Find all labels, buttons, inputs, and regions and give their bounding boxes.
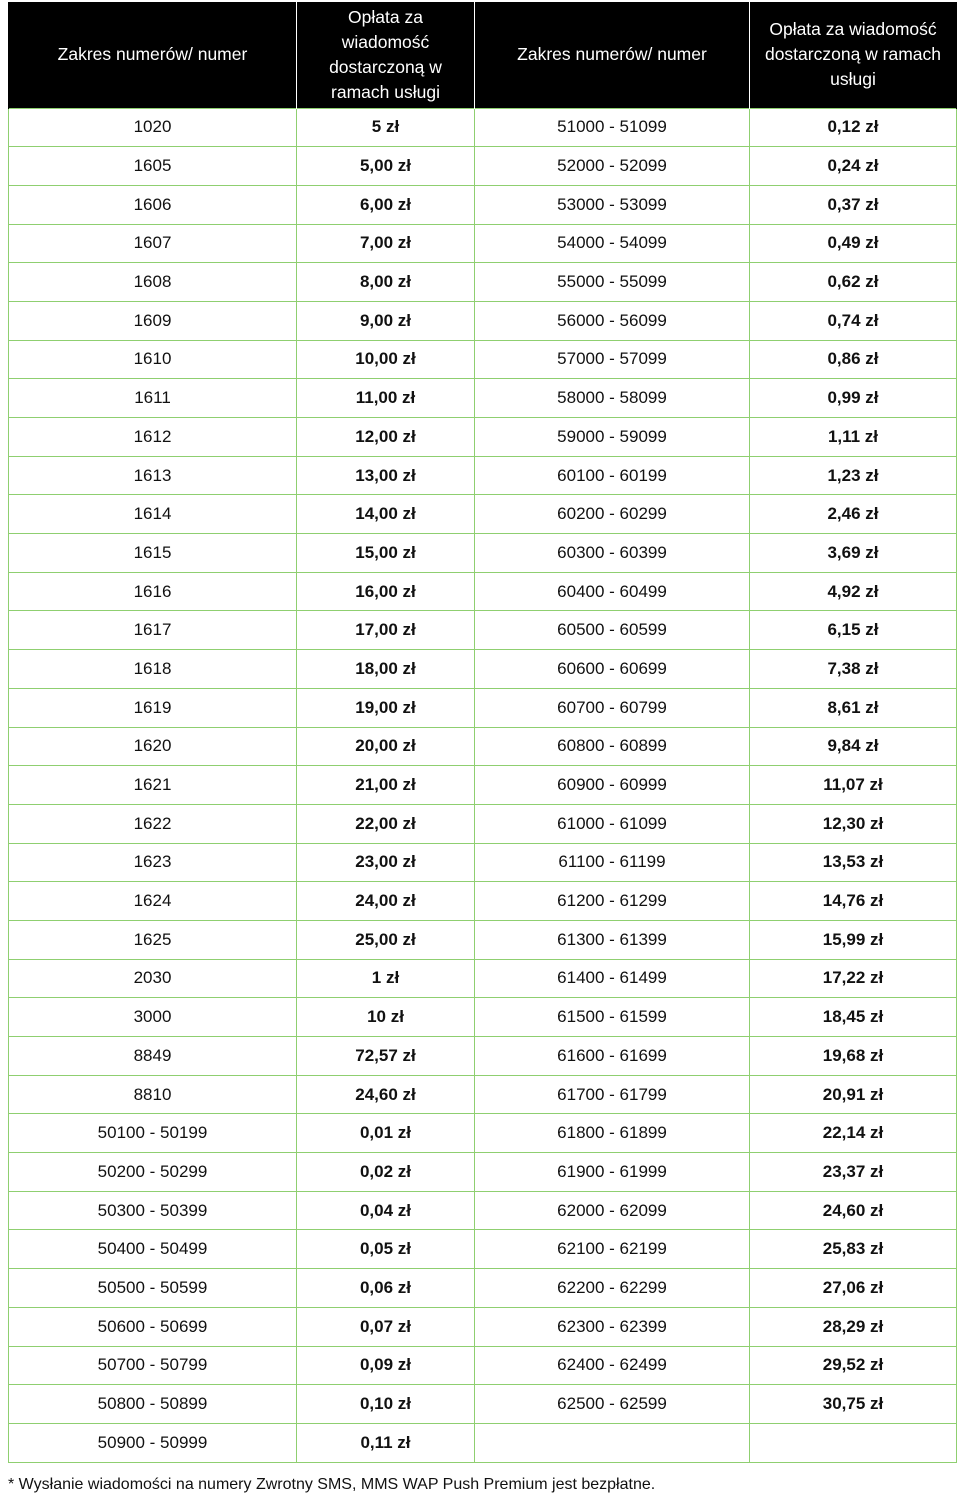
table-row <box>9 1307 957 1346</box>
cell-fee-right: 0,37 zł <box>750 185 957 224</box>
table-row <box>9 185 957 224</box>
cell-fee-right: 20,91 zł <box>750 1075 957 1114</box>
cell-number-range-left: 1621 <box>9 766 297 805</box>
cell-number-range-right: 61000 - 61099 <box>475 804 750 843</box>
cell-number-range-right: 57000 - 57099 <box>475 340 750 379</box>
table-row <box>9 147 957 186</box>
table-row <box>9 1230 957 1269</box>
cell-number-range-left: 1623 <box>9 843 297 882</box>
cell-number-range-right: 61600 - 61699 <box>475 1037 750 1076</box>
table-row <box>9 611 957 650</box>
table-row <box>9 224 957 263</box>
cell-fee-right: 14,76 zł <box>750 882 957 921</box>
table-row <box>9 920 957 959</box>
cell-fee-left: 19,00 zł <box>297 688 475 727</box>
cell-number-range-left: 1617 <box>9 611 297 650</box>
cell-number-range-right: 60100 - 60199 <box>475 456 750 495</box>
table-row <box>9 1423 957 1462</box>
cell-number-range-left: 50800 - 50899 <box>9 1385 297 1424</box>
cell-number-range-left: 8849 <box>9 1037 297 1076</box>
table-row <box>9 766 957 805</box>
table-row <box>9 263 957 302</box>
table-row <box>9 1269 957 1308</box>
cell-fee-left: 0,04 zł <box>297 1191 475 1230</box>
cell-fee-left: 9,00 zł <box>297 301 475 340</box>
cell-number-range-left: 1609 <box>9 301 297 340</box>
cell-number-range-left: 1607 <box>9 224 297 263</box>
table-row <box>9 379 957 418</box>
cell-fee-left: 10 zł <box>297 998 475 1037</box>
cell-fee-right: 27,06 zł <box>750 1269 957 1308</box>
cell-number-range-left: 1618 <box>9 650 297 689</box>
cell-fee-left: 11,00 zł <box>297 379 475 418</box>
table-row <box>9 495 957 534</box>
cell-number-range-right: 53000 - 53099 <box>475 185 750 224</box>
header-fee-left: Opłata za wiadomość dostarczoną w ramach usługi <box>297 2 475 108</box>
cell-number-range-left: 1612 <box>9 418 297 457</box>
cell-number-range-left: 1622 <box>9 804 297 843</box>
cell-number-range-left: 1608 <box>9 263 297 302</box>
cell-number-range-right: 60900 - 60999 <box>475 766 750 805</box>
cell-fee-right: 12,30 zł <box>750 804 957 843</box>
cell-fee-right: 18,45 zł <box>750 998 957 1037</box>
header-number-range-right: Zakres numerów/ numer <box>475 2 750 108</box>
table-header <box>9 2 957 108</box>
cell-fee-left: 0,01 zł <box>297 1114 475 1153</box>
cell-number-range-right: 60700 - 60799 <box>475 688 750 727</box>
table-row <box>9 572 957 611</box>
cell-fee-left: 20,00 zł <box>297 727 475 766</box>
table-row <box>9 688 957 727</box>
cell-number-range-left: 1611 <box>9 379 297 418</box>
header-number-range-left: Zakres numerów/ numer <box>9 2 297 108</box>
table-row <box>9 843 957 882</box>
table-row <box>9 727 957 766</box>
cell-fee-right: 3,69 zł <box>750 534 957 573</box>
cell-fee-right: 25,83 zł <box>750 1230 957 1269</box>
table-row <box>9 456 957 495</box>
cell-fee-right: 1,23 zł <box>750 456 957 495</box>
cell-number-range-right: 62100 - 62199 <box>475 1230 750 1269</box>
cell-fee-right: 0,74 zł <box>750 301 957 340</box>
cell-fee-left: 21,00 zł <box>297 766 475 805</box>
cell-fee-right: 19,68 zł <box>750 1037 957 1076</box>
cell-fee-left: 14,00 zł <box>297 495 475 534</box>
cell-number-range-left: 1619 <box>9 688 297 727</box>
cell-number-range-left: 1616 <box>9 572 297 611</box>
cell-number-range-right: 61800 - 61899 <box>475 1114 750 1153</box>
cell-number-range-left: 1615 <box>9 534 297 573</box>
cell-fee-right: 22,14 zł <box>750 1114 957 1153</box>
table-row <box>9 1153 957 1192</box>
header-fee-right: Opłata za wiadomość dostarczoną w ramach usługi <box>750 2 957 108</box>
table-row <box>9 1346 957 1385</box>
cell-number-range-right: 56000 - 56099 <box>475 301 750 340</box>
cell-number-range-right: 52000 - 52099 <box>475 147 750 186</box>
cell-fee-right: 0,24 zł <box>750 147 957 186</box>
cell-fee-left: 25,00 zł <box>297 920 475 959</box>
cell-fee-left: 24,00 zł <box>297 882 475 921</box>
cell-fee-left: 6,00 zł <box>297 185 475 224</box>
cell-fee-left: 1 zł <box>297 959 475 998</box>
cell-fee-right: 2,46 zł <box>750 495 957 534</box>
cell-number-range-left: 1606 <box>9 185 297 224</box>
table-row <box>9 804 957 843</box>
cell-number-range-right: 55000 - 55099 <box>475 263 750 302</box>
cell-number-range-left: 1624 <box>9 882 297 921</box>
cell-fee-right: 13,53 zł <box>750 843 957 882</box>
cell-number-range-right: 61100 - 61199 <box>475 843 750 882</box>
cell-number-range-right: 54000 - 54099 <box>475 224 750 263</box>
cell-number-range-right: 59000 - 59099 <box>475 418 750 457</box>
cell-fee-right <box>750 1423 957 1462</box>
cell-number-range-left: 1605 <box>9 147 297 186</box>
cell-number-range-right: 60400 - 60499 <box>475 572 750 611</box>
cell-fee-right: 30,75 zł <box>750 1385 957 1424</box>
cell-number-range-right: 62500 - 62599 <box>475 1385 750 1424</box>
cell-number-range-right: 61500 - 61599 <box>475 998 750 1037</box>
cell-number-range-left: 3000 <box>9 998 297 1037</box>
table-row <box>9 301 957 340</box>
cell-fee-left: 0,09 zł <box>297 1346 475 1385</box>
cell-number-range-right: 62400 - 62499 <box>475 1346 750 1385</box>
cell-fee-right: 9,84 zł <box>750 727 957 766</box>
cell-fee-left: 5 zł <box>297 108 475 147</box>
cell-fee-right: 17,22 zł <box>750 959 957 998</box>
cell-number-range-right: 60500 - 60599 <box>475 611 750 650</box>
table-row <box>9 959 957 998</box>
cell-number-range-left: 50400 - 50499 <box>9 1230 297 1269</box>
cell-fee-left: 10,00 zł <box>297 340 475 379</box>
cell-number-range-right: 61900 - 61999 <box>475 1153 750 1192</box>
cell-number-range-left: 50100 - 50199 <box>9 1114 297 1153</box>
cell-fee-left: 22,00 zł <box>297 804 475 843</box>
cell-fee-right: 1,11 zł <box>750 418 957 457</box>
cell-number-range-left: 1625 <box>9 920 297 959</box>
pricing-table-container <box>8 2 956 1463</box>
cell-number-range-left: 1620 <box>9 727 297 766</box>
cell-fee-right: 28,29 zł <box>750 1307 957 1346</box>
cell-number-range-left: 50200 - 50299 <box>9 1153 297 1192</box>
cell-number-range-right <box>475 1423 750 1462</box>
cell-fee-left: 0,06 zł <box>297 1269 475 1308</box>
cell-number-range-right: 61400 - 61499 <box>475 959 750 998</box>
cell-number-range-right: 62300 - 62399 <box>475 1307 750 1346</box>
cell-fee-left: 24,60 zł <box>297 1075 475 1114</box>
cell-fee-left: 8,00 zł <box>297 263 475 302</box>
cell-number-range-right: 61200 - 61299 <box>475 882 750 921</box>
cell-number-range-right: 61300 - 61399 <box>475 920 750 959</box>
cell-number-range-right: 58000 - 58099 <box>475 379 750 418</box>
table-row <box>9 108 957 147</box>
cell-fee-left: 15,00 zł <box>297 534 475 573</box>
cell-fee-left: 0,02 zł <box>297 1153 475 1192</box>
table-row <box>9 1191 957 1230</box>
cell-fee-right: 0,99 zł <box>750 379 957 418</box>
cell-number-range-left: 2030 <box>9 959 297 998</box>
table-row <box>9 1075 957 1114</box>
table-row <box>9 340 957 379</box>
footnote: * Wysłanie wiadomości na numery Zwrotny SMS, MMS WAP Push Premium jest bezpłatne. <box>8 1476 656 1493</box>
cell-number-range-left: 50600 - 50699 <box>9 1307 297 1346</box>
cell-fee-right: 8,61 zł <box>750 688 957 727</box>
pricing-table <box>8 2 957 1463</box>
cell-fee-right: 7,38 zł <box>750 650 957 689</box>
table-row <box>9 1114 957 1153</box>
cell-number-range-left: 50900 - 50999 <box>9 1423 297 1462</box>
table-row <box>9 882 957 921</box>
cell-fee-right: 0,12 zł <box>750 108 957 147</box>
table-row <box>9 534 957 573</box>
cell-number-range-right: 60800 - 60899 <box>475 727 750 766</box>
cell-number-range-left: 8810 <box>9 1075 297 1114</box>
cell-fee-left: 72,57 zł <box>297 1037 475 1076</box>
cell-fee-left: 17,00 zł <box>297 611 475 650</box>
cell-number-range-left: 1614 <box>9 495 297 534</box>
cell-fee-left: 7,00 zł <box>297 224 475 263</box>
cell-number-range-right: 51000 - 51099 <box>475 108 750 147</box>
table-row <box>9 650 957 689</box>
cell-fee-right: 6,15 zł <box>750 611 957 650</box>
cell-number-range-left: 50700 - 50799 <box>9 1346 297 1385</box>
cell-fee-left: 0,11 zł <box>297 1423 475 1462</box>
cell-fee-right: 29,52 zł <box>750 1346 957 1385</box>
cell-fee-right: 4,92 zł <box>750 572 957 611</box>
cell-number-range-right: 62200 - 62299 <box>475 1269 750 1308</box>
cell-fee-right: 23,37 zł <box>750 1153 957 1192</box>
cell-fee-left: 0,07 zł <box>297 1307 475 1346</box>
cell-fee-left: 23,00 zł <box>297 843 475 882</box>
table-row <box>9 998 957 1037</box>
table-row <box>9 418 957 457</box>
cell-fee-right: 0,86 zł <box>750 340 957 379</box>
cell-fee-left: 12,00 zł <box>297 418 475 457</box>
cell-number-range-left: 50500 - 50599 <box>9 1269 297 1308</box>
cell-fee-left: 0,10 zł <box>297 1385 475 1424</box>
table-row <box>9 1037 957 1076</box>
cell-fee-right: 0,49 zł <box>750 224 957 263</box>
cell-fee-left: 18,00 zł <box>297 650 475 689</box>
cell-number-range-left: 1020 <box>9 108 297 147</box>
cell-fee-left: 0,05 zł <box>297 1230 475 1269</box>
cell-number-range-left: 50300 - 50399 <box>9 1191 297 1230</box>
header-row <box>9 2 957 108</box>
cell-fee-left: 5,00 zł <box>297 147 475 186</box>
cell-fee-right: 24,60 zł <box>750 1191 957 1230</box>
table-row <box>9 1385 957 1424</box>
cell-number-range-right: 60300 - 60399 <box>475 534 750 573</box>
cell-number-range-left: 1610 <box>9 340 297 379</box>
cell-fee-right: 0,62 zł <box>750 263 957 302</box>
cell-number-range-right: 61700 - 61799 <box>475 1075 750 1114</box>
table-body <box>9 108 957 1462</box>
cell-fee-right: 15,99 zł <box>750 920 957 959</box>
cell-number-range-right: 60600 - 60699 <box>475 650 750 689</box>
cell-number-range-right: 62000 - 62099 <box>475 1191 750 1230</box>
cell-number-range-left: 1613 <box>9 456 297 495</box>
cell-number-range-right: 60200 - 60299 <box>475 495 750 534</box>
cell-fee-left: 16,00 zł <box>297 572 475 611</box>
cell-fee-right: 11,07 zł <box>750 766 957 805</box>
cell-fee-left: 13,00 zł <box>297 456 475 495</box>
